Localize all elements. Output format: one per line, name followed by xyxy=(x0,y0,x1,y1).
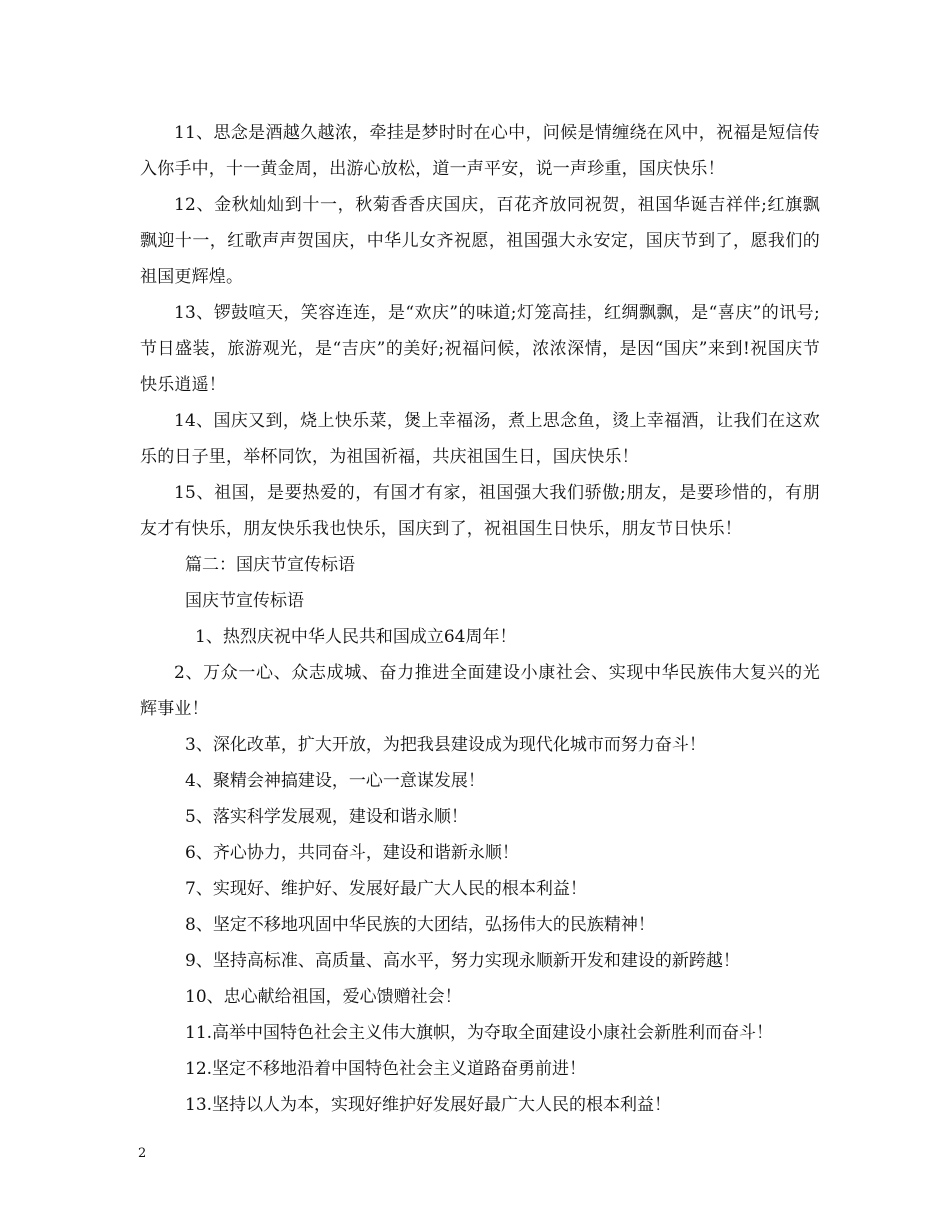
slogan-item: 11.高举中国特色社会主义伟大旗帜，为夺取全面建设小康社会新胜利而奋斗！ xyxy=(185,1023,774,1043)
slogan-item: 13.坚持以人为本，实现好维护好发展好最广大人民的根本利益！ xyxy=(185,1095,672,1115)
slogan-item: 10、忠心献给祖国，爱心馈赠社会！ xyxy=(185,987,462,1007)
wish-paragraph-15: 15、祖国，是要热爱的，有国才有家，祖国强大我们骄傲;朋友，是要珍惜的，有朋友才有快乐，朋友快乐我也快乐，国庆到了，祝祖国生日快乐，朋友节日快乐！ xyxy=(140,483,820,539)
slogan-item: 7、实现好、维护好、发展好最广大人民的根本利益！ xyxy=(185,879,587,899)
slogan-item: 3、深化改革，扩大开放，为把我县建设成为现代化城市而努力奋斗！ xyxy=(185,735,706,755)
slogan-item: 5、落实科学发展观，建设和谐永顺！ xyxy=(185,807,468,827)
slogan-item: 1、热烈庆祝中华人民共和国成立64周年！ xyxy=(195,627,517,647)
wish-paragraph-11: 11、思念是酒越久越浓，牵挂是梦时时在心中，问候是情缠绕在风中，祝福是短信传入你手中，十一黄金周，出游心放松，道一声平安，说一声珍重，国庆快乐！ xyxy=(140,123,820,179)
slogan-item: 4、聚精会神搞建设，一心一意谋发展！ xyxy=(185,771,485,791)
slogan-item: 8、坚定不移地巩固中华民族的大团结，弘扬伟大的民族精神！ xyxy=(185,915,655,935)
slogan-item: 9、坚持高标准、高质量、高水平，努力实现永顺新开发和建设的新跨越！ xyxy=(185,951,740,971)
section-subtitle: 国庆节宣传标语 xyxy=(185,591,304,611)
slogan-item: 6、齐心协力，共同奋斗，建设和谐新永顺！ xyxy=(185,843,519,863)
document-body xyxy=(140,115,820,1123)
slogan-item: 2、万众一心、众志成城、奋力推进全面建设小康社会、实现中华民族伟大复兴的光辉事业！ xyxy=(140,663,820,719)
wish-paragraph-13: 13、锣鼓喧天，笑容连连，是“欢庆”的味道;灯笼高挂，红绸飘飘，是“喜庆”的讯号;节日盛装，旅游观光，是“吉庆”的美好;祝福问候，浓浓深情，是因“国庆”来到!祝国庆节快乐逍遥！ xyxy=(140,303,820,395)
section-heading: 篇二：国庆节宣传标语 xyxy=(185,555,355,575)
wish-paragraph-12: 12、金秋灿灿到十一，秋菊香香庆国庆，百花齐放同祝贺，祖国华诞吉祥伴;红旗飘飘迎十一，红歌声声贺国庆，中华儿女齐祝愿，祖国强大永安定，国庆节到了，愿我们的祖国更辉煌。 xyxy=(140,195,820,287)
slogan-item: 12.坚定不移地沿着中国特色社会主义道路奋勇前进！ xyxy=(185,1059,587,1079)
wish-paragraph-14: 14、国庆又到，烧上快乐菜，煲上幸福汤，煮上思念鱼，烫上幸福酒，让我们在这欢乐的日子里，举杯同饮，为祖国祈福，共庆祖国生日，国庆快乐！ xyxy=(140,411,820,467)
page-number: 2 xyxy=(138,1146,147,1161)
